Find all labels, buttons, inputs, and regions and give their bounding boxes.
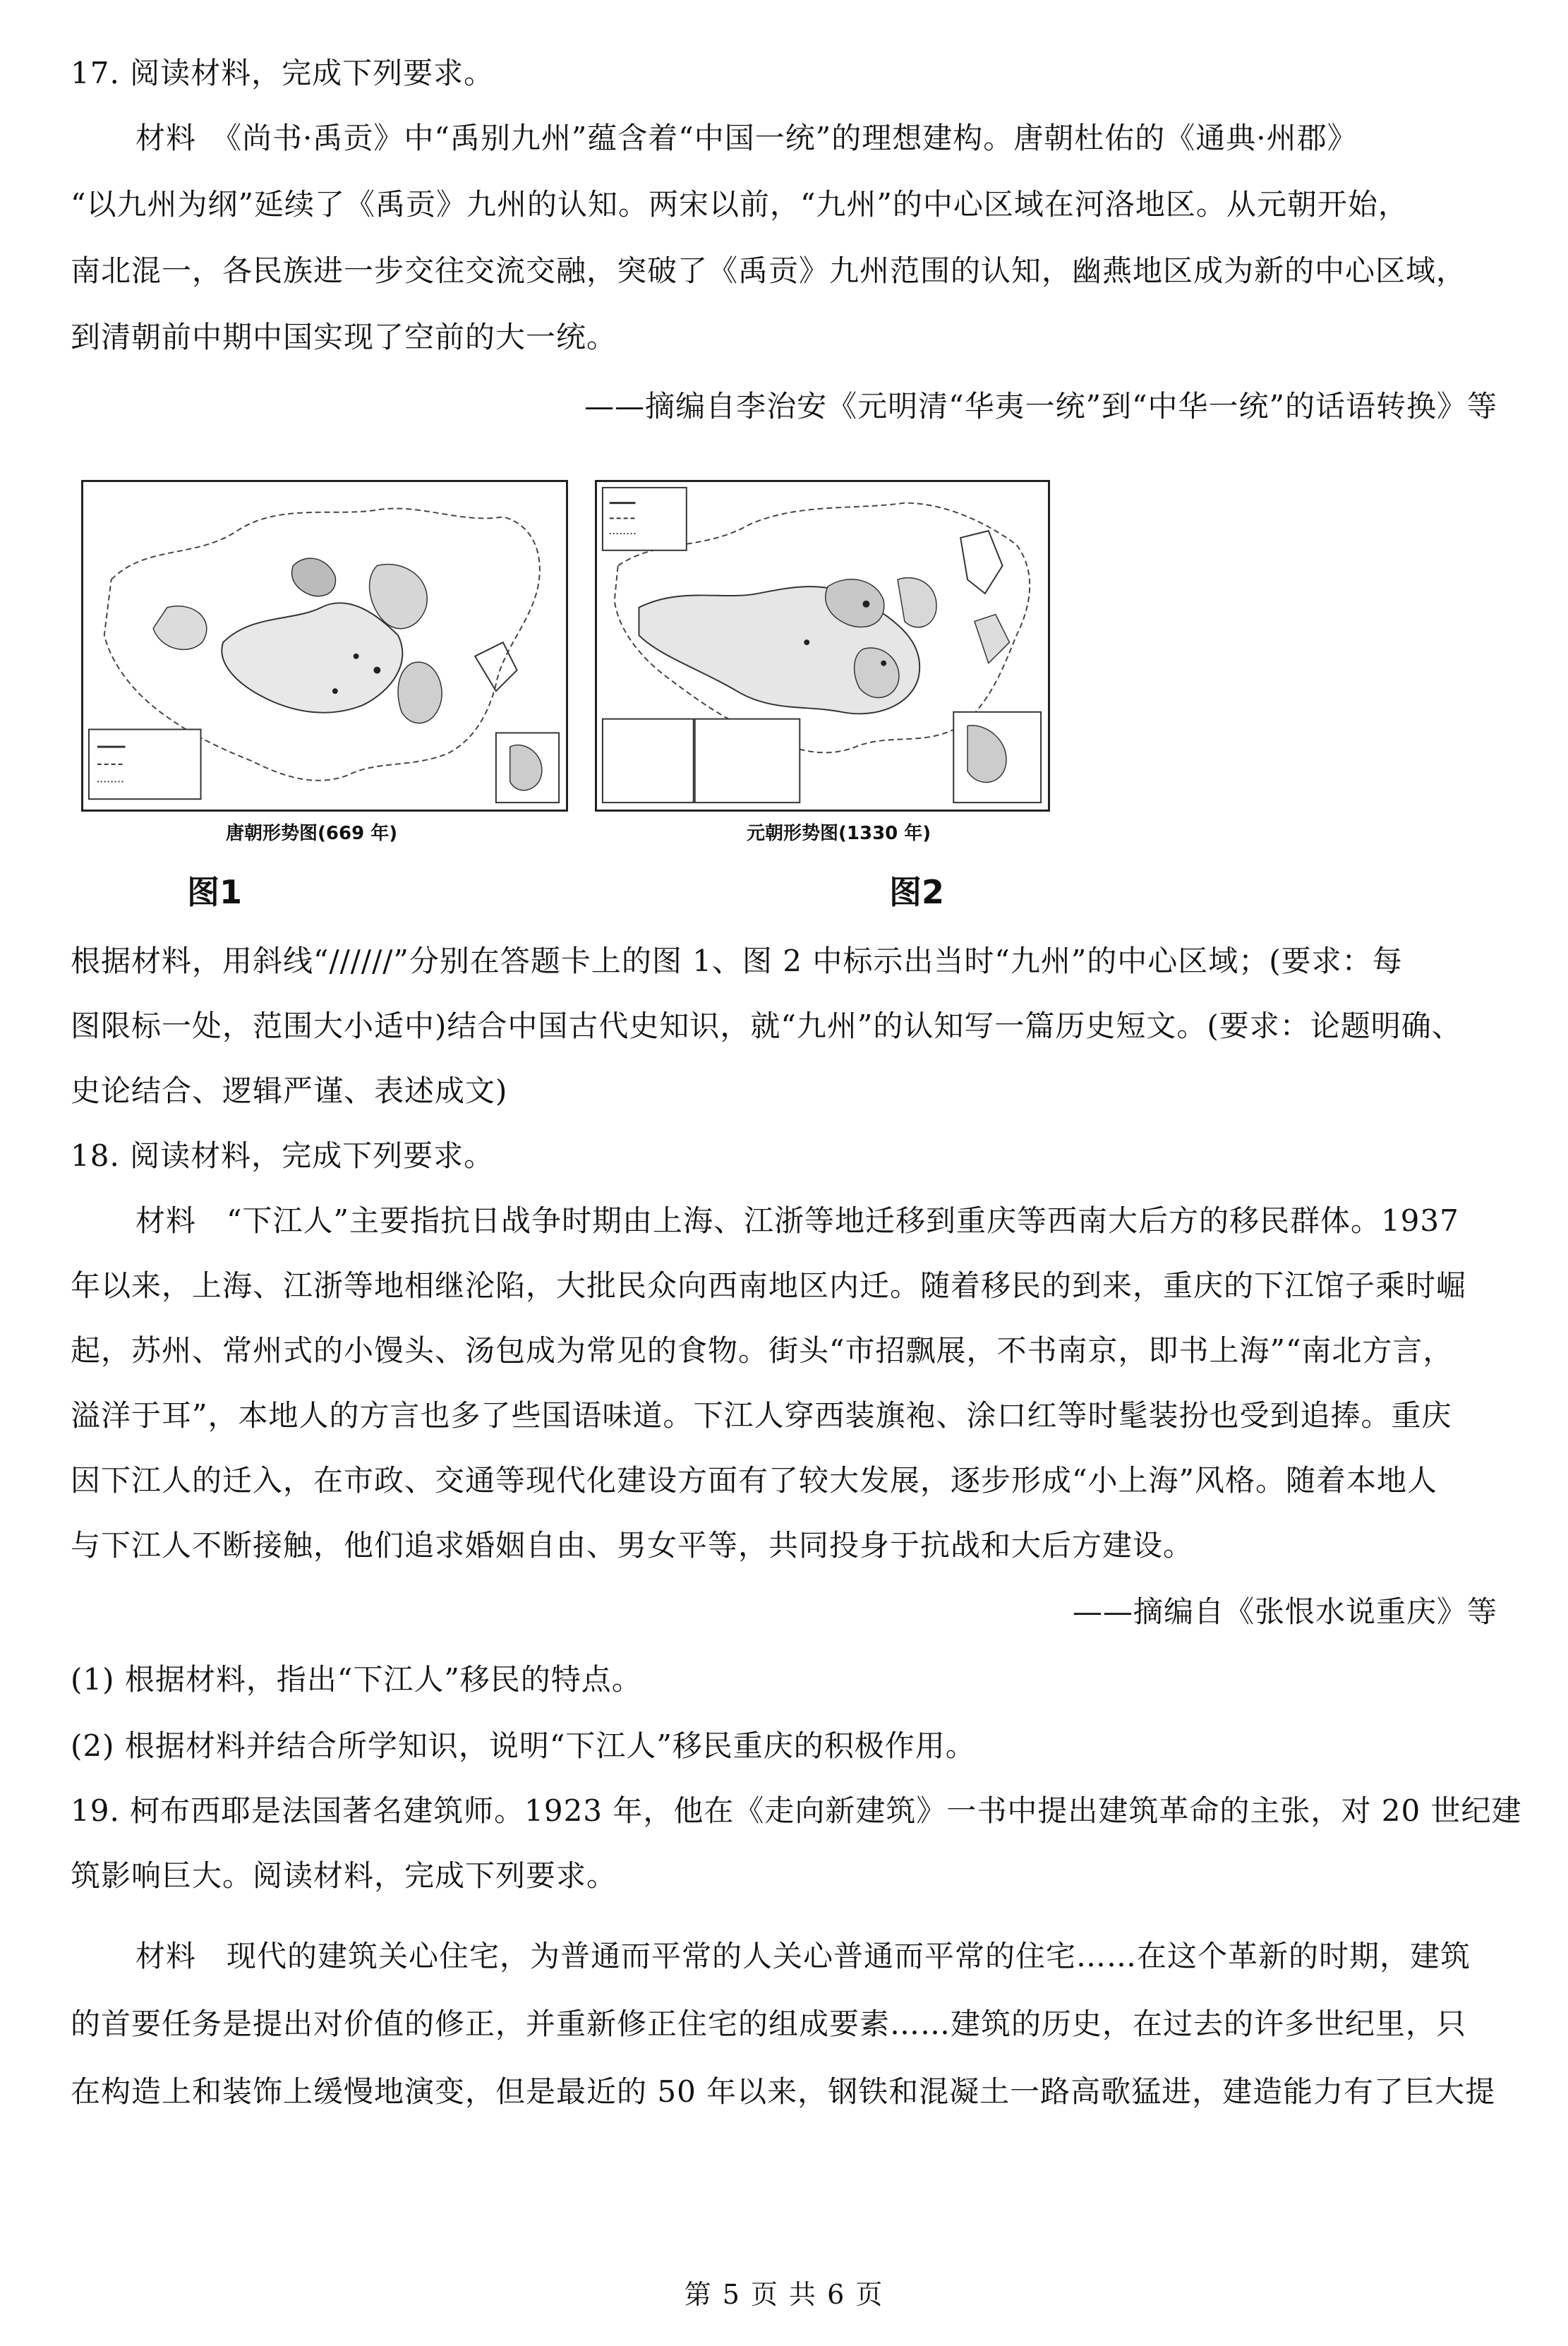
yuan-map-graphic [597,482,1048,810]
q18-material-line: 材料 “下江人”主要指抗日战争时期由上海、江浙等地迁移到重庆等西南大后方的移民群体。1937 [135,1203,1459,1238]
yuan-dynasty-map [595,480,1050,812]
page-footer: 第 5 页 共 6 页 [684,2279,884,2310]
q19-material-line: 在构造上和装饰上缓慢地演变，但是最近的 50 年以来，钢铁和混凝土一路高歌猛进，建造能力有了巨大提 [71,2074,1496,2109]
q17-material-line: 南北混一，各民族进一步交往交流交融，突破了《禹贡》九州范围的认知，幽燕地区成为新的中心区域， [71,253,1467,288]
yuan-map-caption: 元朝形势图(1330 年) [747,823,931,844]
tang-dynasty-map [81,480,568,812]
q18-title: 18. 阅读材料，完成下列要求。 [71,1138,495,1173]
q17-material-line: 材料 《尚书·禹贡》中“禹别九州”蕴含着“中国一统”的理想建构。唐朝杜佑的《通典·州郡》 [135,121,1358,155]
q18-material-line: 起，苏州、常州式的小馒头、汤包成为常见的食物。街头“市招飘展，不书南京，即书上海”“南北方言， [71,1333,1454,1368]
q19-material-line: 材料 现代的建筑关心住宅，为普通而平常的人关心普通而平常的住宅……在这个革新的时期，建筑 [135,1939,1471,1973]
q18-material-line: 溢洋于耳”，本地人的方言也多了些国语味道。下江人穿西装旗袍、涂口红等时髦装扮也受到追捧。重庆 [71,1398,1452,1433]
tang-map-caption: 唐朝形势图(669 年) [226,823,398,844]
q18-source: ——摘编自《张恨水说重庆》等 [1072,1594,1497,1629]
q18-material-line: 与下江人不断接触，他们追求婚姻自由、男女平等，共同投身于抗战和大后方建设。 [71,1528,1194,1563]
q17-question-line: 根据材料，用斜线“//////”分别在答题卡上的图 1、图 2 中标示出当时“九州”的中心区域；(要求：每 [71,944,1403,978]
q17-source: ——摘编自李治安《元明清“华夷一统”到“中华一统”的话语转换》等 [584,389,1497,423]
q18-material-line: 年以来，上海、江浙等地相继沦陷，大批民众向西南地区内迁。随着移民的到来，重庆的下江馆子乘时崛 [71,1268,1467,1303]
figure-2-label: 图2 [889,873,945,911]
q18-subquestion-1: (1) 根据材料，指出“下江人”移民的特点。 [71,1662,642,1697]
q18-material-line: 因下江人的迁入，在市政、交通等现代化建设方面有了较大发展，逐步形成“小上海”风格。随着本地人 [71,1463,1437,1498]
map-figures [0,480,1568,911]
q19-title-line: 筑影响巨大。阅读材料，完成下列要求。 [71,1858,617,1893]
q17-material-line: “以九州为纲”延续了《禹贡》九州的认知。两宋以前，“九州”的中心区域在河洛地区。从元朝开始， [71,187,1409,222]
tang-map-graphic [83,482,566,810]
q19-title-line: 19. 柯布西耶是法国著名建筑师。1923 年，他在《走向新建筑》一书中提出建筑革命的主张，对 20 世纪建 [71,1793,1522,1828]
figure-1-label: 图1 [187,873,243,911]
q17-material-line: 到清朝前中期中国实现了空前的大一统。 [71,320,617,354]
q19-material-line: 的首要任务是提出对价值的修正，并重新修正住宅的组成要素……建筑的历史，在过去的许多世纪里，只 [71,2007,1467,2041]
q17-title: 17. 阅读材料，完成下列要求。 [71,56,495,90]
q17-question-line: 史论结合、逻辑严谨、表述成文) [71,1073,508,1108]
q17-question-line: 图限标一处，范围大小适中)结合中国古代史知识，就“九州”的认知写一篇历史短文。(要求：论题明确、 [71,1009,1462,1043]
q18-subquestion-2: (2) 根据材料并结合所学知识，说明“下江人”移民重庆的积极作用。 [71,1728,976,1763]
